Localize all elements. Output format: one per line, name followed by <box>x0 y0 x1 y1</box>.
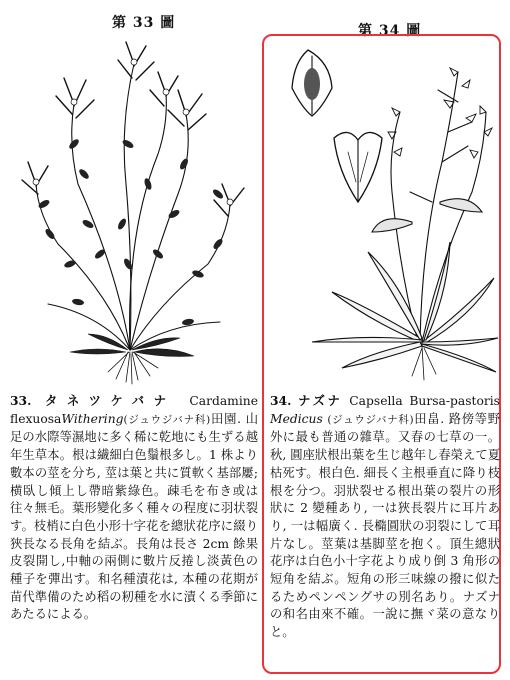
japanese-name: ナズナ <box>298 393 343 408</box>
roots <box>108 352 158 384</box>
latin-species: Bursa-pastoris <box>409 394 500 408</box>
family: (ジュウジバナ科) <box>123 413 211 426</box>
description: 田園. 山足の水際等濕地に多く稀に乾地にも生ずる越年生草本。根は繊細白色鬚根多し。1 株より數本の莖を分ち, 莖は葉と共に質軟く基部屢; 横臥し傾上し帶暗紫綠色。疎毛を布き或は往々無毛。葉形變化多く種々の程度に羽状裂す。枝梢に白色小形十字花を總狀花序に綴り狹長なる長角を結ぶ。長角は長さ 2cm 餘果皮裂開し,中軸の兩側に數片反捲し淡黃色の種子を彈出す。和名種漬花は, 本種の花期が苗代準備のため稻の籾種を水に漬くる季節にあたるによる。 <box>10 411 259 622</box>
latin-genus: Capsella <box>349 394 403 408</box>
latin-species: flexuosa <box>10 411 62 426</box>
cardamine-illustration <box>8 34 258 386</box>
entry-number: 33. <box>10 393 32 408</box>
entry-number: 34. <box>270 393 292 408</box>
latin-genus: Cardamine <box>189 394 258 408</box>
flower-clusters <box>33 59 233 205</box>
figure-34-title: 第 34 圖 <box>358 23 422 39</box>
entry-34 <box>270 392 500 642</box>
japanese-name: タネツケバナ <box>45 393 176 408</box>
figure-33-title: 第 33 圖 <box>112 15 176 31</box>
authority: Withering <box>61 411 124 426</box>
description: 田畠. 路傍等野外に最も普通の雜草。又春の七草の一。秋, 圓座狀根出葉を生じ越年し春榮えて夏枯死す。根白色. 細長く主根垂直に降り枝根を分つ。羽狀裂せる根出葉の裂片の形狀に 2 變種あり, 一は狹長裂片に耳片あり, 一は幅廣く. 長橢圓狀の羽裂にして耳片なし。莖葉は基脚莖を抱く。頂生總狀花序は白色小十字花より成り倒 3 角形の短角を結ぶ。短角の形三味線の撥に似たるためペンペングサの別名あり。ナズナの和名由來不確。一說に撫ヾ菜の意なりと。 <box>270 411 500 640</box>
authority: Medicus <box>270 411 323 426</box>
family: (ジュウジバナ科) <box>327 413 414 426</box>
entry-33 <box>10 392 258 624</box>
